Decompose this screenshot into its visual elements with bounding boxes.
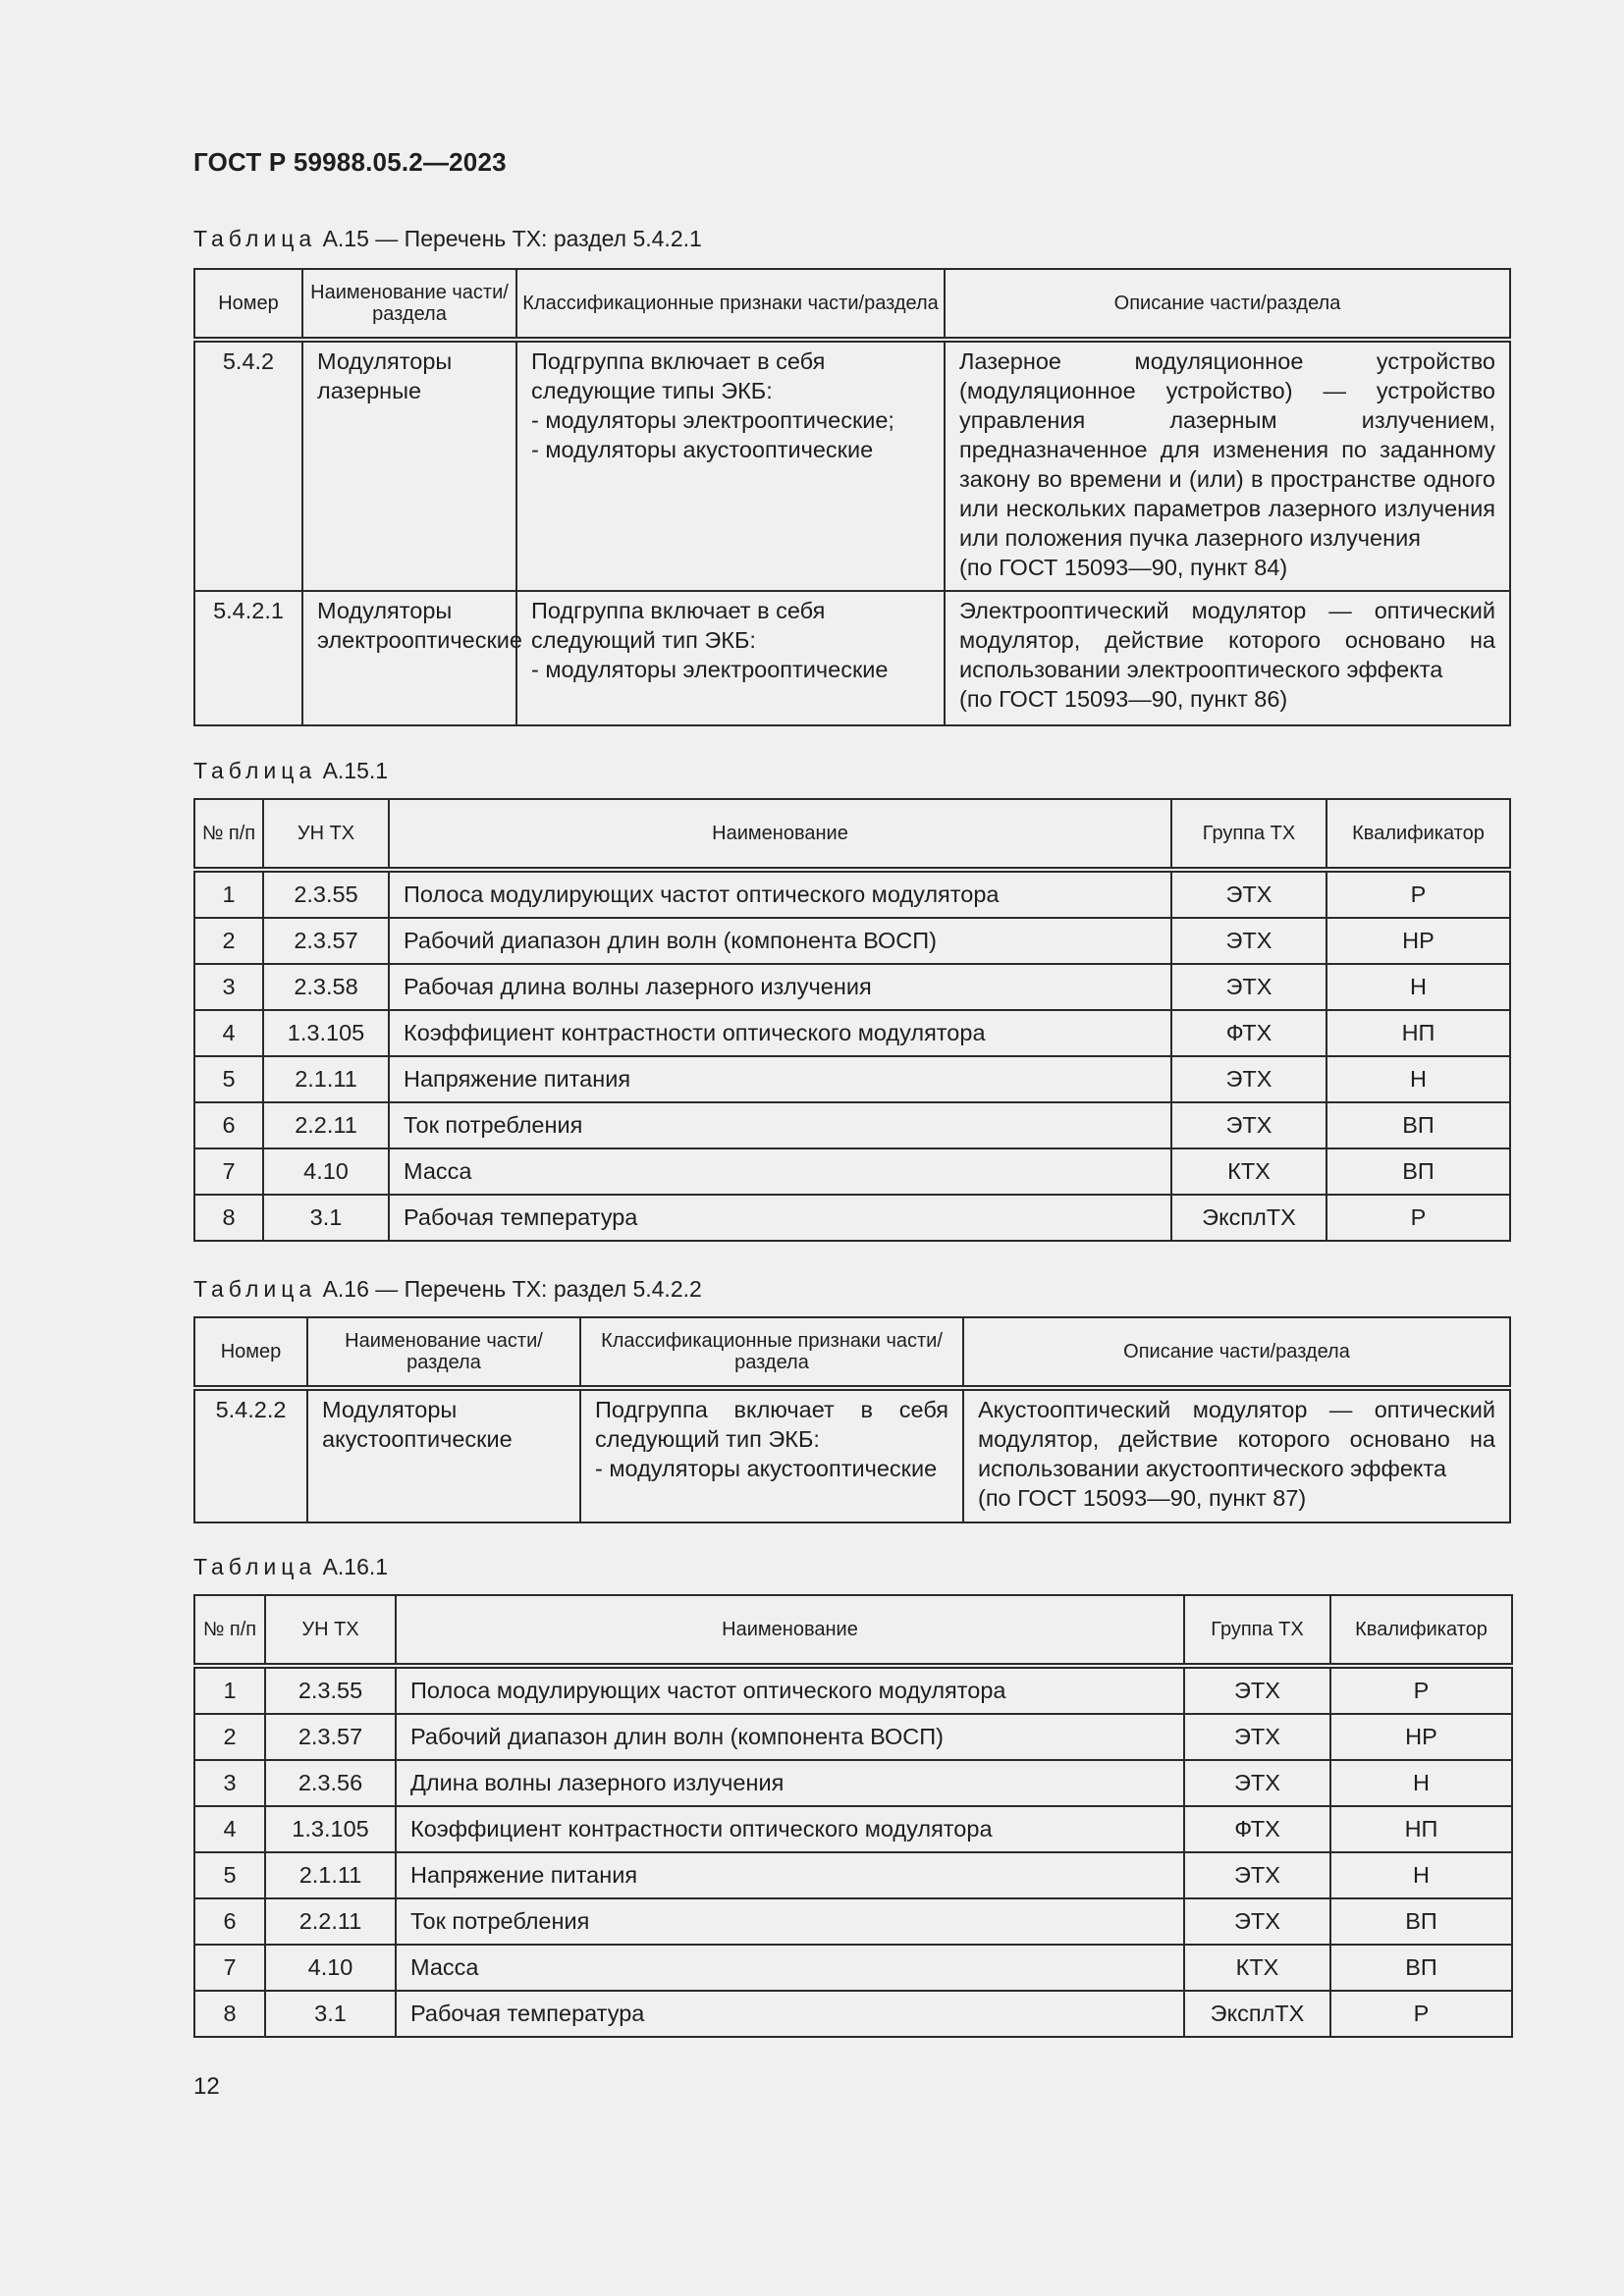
table-row (194, 591, 1510, 725)
cell-name: Коэффициент контрастности оптического модулятора (389, 1010, 1171, 1056)
header-qualifier: Квалификатор (1326, 799, 1510, 870)
cell-group: ФТХ (1184, 1806, 1330, 1852)
cell-group: КТХ (1171, 1148, 1326, 1195)
cell-group: ФТХ (1171, 1010, 1326, 1056)
header-name: Наименование (389, 799, 1171, 870)
cell-name: Коэффициент контрастности оптического модулятора (396, 1806, 1184, 1852)
classification-item: - модуляторы акустооптические (595, 1456, 938, 1481)
header-number: Номер (194, 1317, 307, 1388)
cell-row-number: 1 (194, 870, 263, 918)
cell-group: ЭТХ (1184, 1852, 1330, 1898)
cell-row-number: 7 (194, 1148, 263, 1195)
header-group: Группа ТХ (1184, 1595, 1330, 1666)
cell-qualifier: ВП (1330, 1945, 1512, 1991)
row-description (945, 591, 1510, 725)
cell-qualifier: Р (1330, 1991, 1512, 2037)
document-header: ГОСТ Р 59988.05.2—2023 (193, 147, 507, 177)
classification-intro: Подгруппа включает в себя следующие типы ЭКБ: (531, 348, 826, 403)
cell-qualifier: Н (1326, 1056, 1510, 1102)
cell-code: 2.2.11 (265, 1898, 396, 1945)
header-classification: Классификационные признаки части/раздела (580, 1317, 963, 1388)
table-row (194, 1852, 1512, 1898)
cell-code: 2.3.55 (265, 1666, 396, 1714)
cell-qualifier: Н (1330, 1760, 1512, 1806)
header-row-number: № п/п (194, 799, 263, 870)
classification-intro: Подгруппа включает в себя следующий тип ЭКБ: (531, 598, 826, 653)
cell-code: 2.3.57 (265, 1714, 396, 1760)
cell-name: Рабочий диапазон длин волн (компонента ВОСП) (396, 1714, 1184, 1760)
header-code: УН ТХ (263, 799, 389, 870)
cell-row-number: 3 (194, 1760, 265, 1806)
header-code: УН ТХ (265, 1595, 396, 1666)
header-name: Наименование части/раздела (307, 1317, 580, 1388)
cell-code: 4.10 (265, 1945, 396, 1991)
cell-name: Рабочая температура (396, 1991, 1184, 2037)
cell-group: ЭТХ (1184, 1760, 1330, 1806)
cell-name: Ток потребления (389, 1102, 1171, 1148)
cell-name: Ток потребления (396, 1898, 1184, 1945)
header-name: Наименование части/раздела (302, 269, 516, 340)
cell-row-number: 8 (194, 1991, 265, 2037)
cell-name: Масса (389, 1148, 1171, 1195)
cell-row-number: 5 (194, 1852, 265, 1898)
cell-qualifier: НР (1326, 918, 1510, 964)
row-classification (516, 340, 945, 591)
table-a15 (193, 268, 1511, 726)
cell-row-number: 6 (194, 1898, 265, 1945)
table-row (194, 1760, 1512, 1806)
cell-name: Рабочий диапазон длин волн (компонента ВОСП) (389, 918, 1171, 964)
cell-name: Напряжение питания (389, 1056, 1171, 1102)
table-row (194, 1148, 1510, 1195)
caption-text: А.16 — Перечень ТХ: раздел 5.4.2.2 (322, 1276, 702, 1302)
cell-row-number: 6 (194, 1102, 263, 1148)
table-a16-caption (193, 1276, 702, 1303)
description-text: Электрооптический модулятор — оптический модулятор, действие которого основано на использовании электрооптического эффекта (959, 598, 1495, 682)
row-description (945, 340, 1510, 591)
table-row (194, 1991, 1512, 2037)
cell-qualifier: ВП (1326, 1102, 1510, 1148)
table-row (194, 1806, 1512, 1852)
cell-qualifier: НР (1330, 1714, 1512, 1760)
cell-qualifier: ВП (1330, 1898, 1512, 1945)
table-row (194, 1666, 1512, 1714)
cell-group: ЭТХ (1171, 918, 1326, 964)
header-name: Наименование (396, 1595, 1184, 1666)
cell-row-number: 5 (194, 1056, 263, 1102)
cell-qualifier: Р (1330, 1666, 1512, 1714)
cell-row-number: 2 (194, 918, 263, 964)
header-qualifier: Квалификатор (1330, 1595, 1512, 1666)
cell-qualifier: Н (1326, 964, 1510, 1010)
row-description (963, 1388, 1510, 1522)
cell-group: КТХ (1184, 1945, 1330, 1991)
table-a15-1-caption (193, 758, 388, 784)
description-text: Акустооптический модулятор — оптический модулятор, действие которого основано на использовании акустооптического эффекта (978, 1397, 1495, 1481)
cell-code: 4.10 (263, 1148, 389, 1195)
table-row (194, 870, 1510, 918)
cell-qualifier: НП (1330, 1806, 1512, 1852)
cell-group: ЭТХ (1171, 964, 1326, 1010)
cell-code: 2.3.58 (263, 964, 389, 1010)
caption-prefix: Таблица (193, 1554, 317, 1579)
table-row (194, 1945, 1512, 1991)
cell-name: Длина волны лазерного излучения (396, 1760, 1184, 1806)
cell-code: 2.2.11 (263, 1102, 389, 1148)
row-number: 5.4.2 (194, 340, 302, 591)
cell-group: ЭТХ (1171, 870, 1326, 918)
table-a15-caption (193, 226, 702, 252)
cell-name: Полоса модулирующих частот оптического модулятора (389, 870, 1171, 918)
cell-name: Рабочая температура (389, 1195, 1171, 1241)
row-classification (580, 1388, 963, 1522)
cell-row-number: 7 (194, 1945, 265, 1991)
header-number: Номер (194, 269, 302, 340)
table-row (194, 1898, 1512, 1945)
cell-name: Полоса модулирующих частот оптического модулятора (396, 1666, 1184, 1714)
caption-text: А.15 — Перечень ТХ: раздел 5.4.2.1 (322, 226, 702, 251)
cell-qualifier: ВП (1326, 1148, 1510, 1195)
table-a16 (193, 1316, 1511, 1523)
caption-text: А.15.1 (322, 758, 389, 783)
cell-qualifier: Р (1326, 870, 1510, 918)
table-row (194, 1195, 1510, 1241)
classification-item: - модуляторы электрооптические; (531, 407, 894, 433)
header-description: Описание части/раздела (963, 1317, 1510, 1388)
cell-code: 2.1.11 (263, 1056, 389, 1102)
description-reference: (по ГОСТ 15093—90, пункт 86) (959, 686, 1288, 712)
row-name: Модуляторы акустооптические (307, 1388, 580, 1522)
row-name: Модуляторы электрооптические (302, 591, 516, 725)
cell-group: ЭТХ (1171, 1056, 1326, 1102)
caption-prefix: Таблица (193, 758, 317, 783)
cell-code: 2.3.56 (265, 1760, 396, 1806)
cell-name: Напряжение питания (396, 1852, 1184, 1898)
classification-item: - модуляторы электрооптические (531, 657, 889, 682)
table-row (194, 1714, 1512, 1760)
cell-group: ЭТХ (1184, 1714, 1330, 1760)
header-row-number: № п/п (194, 1595, 265, 1666)
description-text: Лазерное модуляционное устройство (модуляционное устройство) — устройство управления лазерным излучением, предназначенное для изменения по заданному закону во времени и (или) в пространстве одного или нескольких параметров лазерного излучения или положения пучка лазерного излучения (959, 348, 1495, 551)
cell-group: ЭТХ (1184, 1666, 1330, 1714)
row-number: 5.4.2.2 (194, 1388, 307, 1522)
cell-group: ЭксплТХ (1171, 1195, 1326, 1241)
cell-group: ЭксплТХ (1184, 1991, 1330, 2037)
cell-row-number: 2 (194, 1714, 265, 1760)
table-row (194, 1388, 1510, 1522)
table-row (194, 918, 1510, 964)
header-classification: Классификационные признаки части/раздела (516, 269, 945, 340)
cell-code: 1.3.105 (263, 1010, 389, 1056)
cell-code: 2.1.11 (265, 1852, 396, 1898)
cell-qualifier: НП (1326, 1010, 1510, 1056)
cell-row-number: 1 (194, 1666, 265, 1714)
cell-name: Рабочая длина волны лазерного излучения (389, 964, 1171, 1010)
cell-row-number: 4 (194, 1806, 265, 1852)
row-classification (516, 591, 945, 725)
row-name: Модуляторы лазерные (302, 340, 516, 591)
cell-code: 2.3.57 (263, 918, 389, 964)
cell-code: 1.3.105 (265, 1806, 396, 1852)
cell-qualifier: Р (1326, 1195, 1510, 1241)
table-row (194, 964, 1510, 1010)
cell-row-number: 4 (194, 1010, 263, 1056)
cell-row-number: 8 (194, 1195, 263, 1241)
cell-code: 2.3.55 (263, 870, 389, 918)
description-reference: (по ГОСТ 15093—90, пункт 84) (959, 555, 1288, 580)
caption-prefix: Таблица (193, 1276, 317, 1302)
cell-qualifier: Н (1330, 1852, 1512, 1898)
cell-name: Масса (396, 1945, 1184, 1991)
header-group: Группа ТХ (1171, 799, 1326, 870)
header-description: Описание части/раздела (945, 269, 1510, 340)
caption-text: А.16.1 (322, 1554, 389, 1579)
table-row (194, 1102, 1510, 1148)
table-row (194, 1010, 1510, 1056)
cell-group: ЭТХ (1171, 1102, 1326, 1148)
classification-item: - модуляторы акустооптические (531, 437, 874, 462)
table-a16-1-caption (193, 1554, 388, 1580)
table-row (194, 1056, 1510, 1102)
table-row (194, 340, 1510, 591)
row-number: 5.4.2.1 (194, 591, 302, 725)
page-number: 12 (193, 2073, 220, 2100)
cell-code: 3.1 (265, 1991, 396, 2037)
cell-group: ЭТХ (1184, 1898, 1330, 1945)
caption-prefix: Таблица (193, 226, 317, 251)
table-a16-1 (193, 1594, 1513, 2038)
description-reference: (по ГОСТ 15093—90, пункт 87) (978, 1485, 1307, 1511)
table-a15-1 (193, 798, 1511, 1242)
cell-code: 3.1 (263, 1195, 389, 1241)
classification-intro: Подгруппа включает в себя следующий тип ЭКБ: (595, 1397, 948, 1452)
cell-row-number: 3 (194, 964, 263, 1010)
